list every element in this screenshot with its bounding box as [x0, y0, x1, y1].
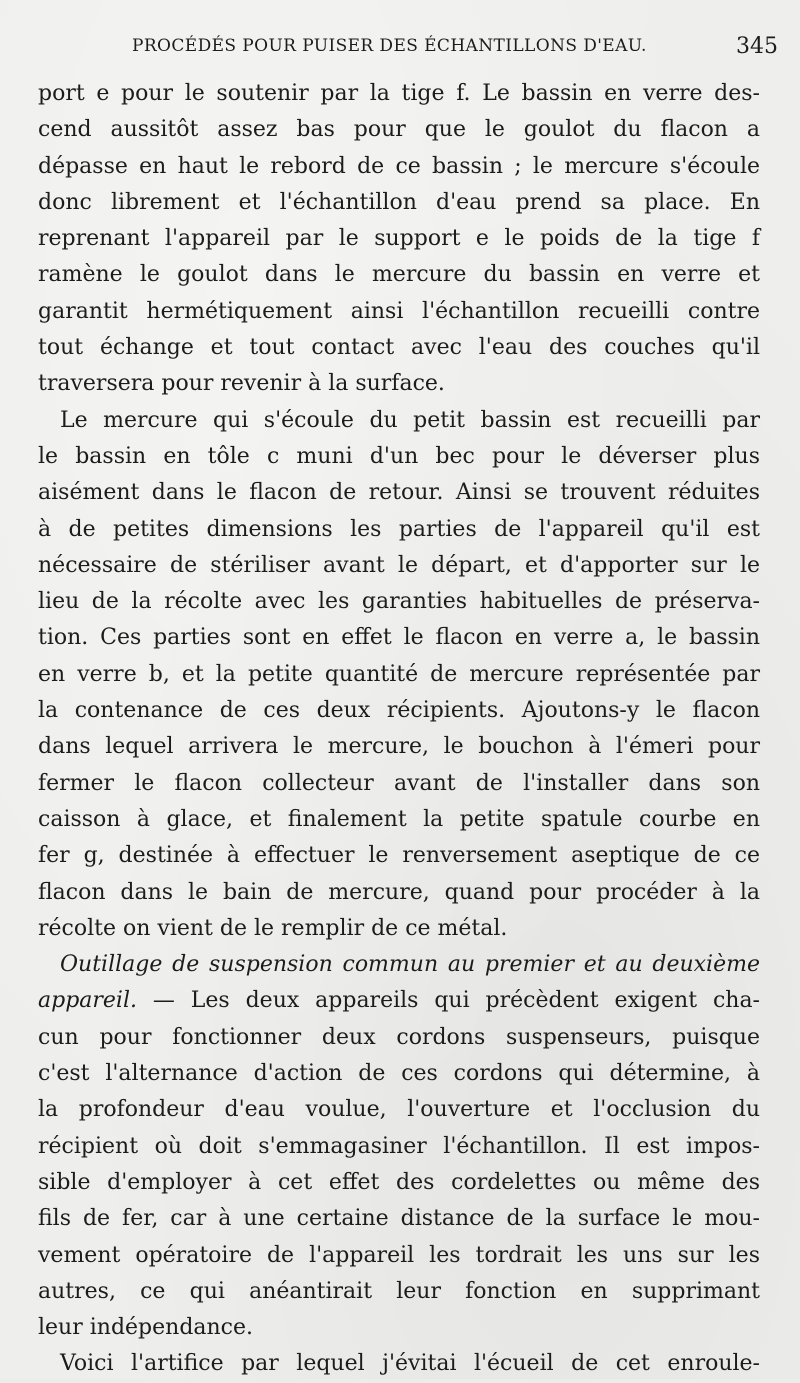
- text-line: le bassin en tôle c muni d'un bec pour le déverser plus: [38, 443, 760, 469]
- text-line: port e pour le soutenir par la tige f. Le bassin en verre des-: [38, 81, 760, 106]
- running-title: PROCÉDÉS POUR PUISER DES ÉCHANTILLONS D'EAU.: [132, 36, 647, 56]
- text-line: en verre b, et la petite quantité de mercure représentée par: [38, 661, 760, 687]
- text-line: dépasse en haut le rebord de ce bassin ; le mercure s'écoule: [38, 153, 760, 179]
- text-run: — Les deux appareils qui précèdent exigent cha-: [137, 988, 760, 1014]
- text-line: donc librement et l'échantillon d'eau prend sa place. En: [38, 189, 760, 215]
- text-line: dans lequel arrivera le mercure, le bouchon à l'émeri pour: [38, 734, 760, 760]
- text-line: la contenance de ces deux récipients. Ajoutons-y le flacon: [38, 698, 760, 724]
- text-line: fermer le flacon collecteur avant de l'installer dans son: [38, 770, 760, 796]
- text-line: sible d'employer à cet effet des cordelettes ou même des: [38, 1169, 760, 1195]
- text-line: reprenant l'appareil par le support e le poids de la tige f: [38, 226, 760, 252]
- text-line: la profondeur d'eau voulue, l'ouverture et l'occlusion du: [38, 1097, 760, 1123]
- section-heading-continuation: [38, 983, 760, 1019]
- text-line: tout échange et tout contact avec l'eau des couches qu'il: [38, 335, 760, 361]
- text-line: ramène le goulot dans le mercure du bassin en verre et: [38, 262, 760, 288]
- text-line: caisson à glace, et finalement la petite spatule courbe en: [38, 806, 760, 832]
- text-line: aisément dans le flacon de retour. Ainsi se trouvent réduites: [38, 480, 760, 506]
- text-line: vement opératoire de l'appareil les tordrait les uns sur les: [38, 1242, 760, 1268]
- text-line: Voici l'artifice par lequel j'évitai l'écueil de cet enroule-: [60, 1351, 760, 1377]
- section-heading: Outillage de suspension commun au premier et au deuxième: [60, 952, 760, 978]
- text-line: flacon dans le bain de mercure, quand pour procéder à la: [38, 879, 760, 905]
- running-head: [132, 36, 778, 62]
- text-line: autres, ce qui anéantirait leur fonction en supprimant: [38, 1278, 760, 1304]
- page-number: 345: [736, 34, 778, 59]
- text-line: tion. Ces parties sont en effet le flacon en verre a, le bassin: [38, 625, 760, 651]
- text-line: lieu de la récolte avec les garanties habituelles de préserva-: [38, 589, 760, 615]
- text-line: Le mercure qui s'écoule du petit bassin est recueilli par: [60, 407, 760, 433]
- text-line: cun pour fonctionner deux cordons suspenseurs, puisque: [38, 1024, 760, 1050]
- text-line: cend aussitôt assez bas pour que le goulot du flacon a: [38, 117, 760, 143]
- text-line: garantit hermétiquement ainsi l'échantillon recueilli contre: [38, 298, 760, 324]
- text-line: nécessaire de stériliser avant le départ, et d'apporter sur le: [38, 552, 760, 578]
- body-text: [38, 76, 760, 1383]
- text-line: récolte on vient de le remplir de ce métal.: [38, 915, 508, 941]
- text-line: c'est l'alternance d'action de ces cordons qui détermine, à: [38, 1061, 760, 1087]
- text-line: fer g, destinée à effectuer le renversement aseptique de ce: [38, 843, 760, 869]
- text-line: récipient où doit s'emmagasiner l'échantillon. Il est impos-: [38, 1133, 760, 1159]
- text-line: à de petites dimensions les parties de l'appareil qu'il est: [38, 516, 760, 542]
- section-heading-end: appareil.: [38, 988, 137, 1014]
- text-line: traversera pour revenir à la surface.: [38, 371, 445, 397]
- text-line: leur indépendance.: [38, 1315, 254, 1341]
- text-line: fils de fer, car à une certaine distance de la surface le mou-: [38, 1206, 760, 1232]
